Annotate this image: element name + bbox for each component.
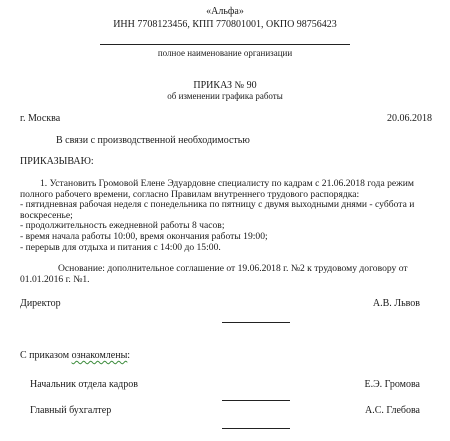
- order-date: 20.06.2018: [387, 113, 432, 124]
- accountant-name: А.С. Глебова: [365, 405, 420, 416]
- order-command: ПРИКАЗЫВАЮ:: [20, 156, 94, 167]
- order-basis: [20, 264, 436, 285]
- order-title: ПРИКАЗ № 90: [193, 80, 257, 91]
- item-line: - время начала работы 10:00, время окончания работы 19:00;: [20, 230, 268, 242]
- accountant-label: Главный бухгалтер: [30, 405, 112, 416]
- director-label: Директор: [20, 298, 61, 309]
- hr-label: Начальник отдела кадров: [30, 379, 138, 390]
- director-name: А.В. Львов: [372, 298, 420, 309]
- org-name: «Альфа»: [206, 6, 244, 17]
- item-line: - перерыв для отдыха и питания с 14:00 до 15:00.: [20, 241, 221, 253]
- basis-line: 01.01.2016 г. №1.: [20, 273, 90, 285]
- item-line: 1. Установить Громовой Елене Эдуардовне специалисту по кадрам с 21.06.2018 года режим: [40, 178, 414, 189]
- order-item-1: [20, 179, 436, 253]
- order-city: г. Москва: [20, 113, 61, 124]
- director-signature-line: [222, 322, 290, 323]
- hr-signature-line: [222, 400, 290, 401]
- accountant-signature-line: [222, 428, 290, 429]
- org-name-rule: [100, 44, 350, 45]
- ack-heading: [20, 350, 130, 362]
- hr-name: Е.Э. Громова: [364, 379, 420, 390]
- item-line: - пятидневная рабочая неделя с понедельника по пятницу с двумя выходными днями - суббота и: [20, 199, 415, 211]
- ack-suffix: :: [127, 350, 131, 361]
- org-ids: ИНН 7708123456, КПП 770801001, ОКПО 98756423: [113, 19, 337, 30]
- order-reason: В связи с производственной необходимостью: [56, 135, 250, 146]
- ack-prefix: С приказом: [20, 350, 72, 361]
- item-line: полного рабочего времени, согласно Правилам внутреннего трудового распорядка:: [20, 188, 360, 200]
- item-line: - продолжительность ежедневной работы 8 часов;: [20, 220, 225, 232]
- basis-line: Основание: дополнительное соглашение от 19.06.2018 г. №2 к трудовому договору от: [58, 263, 408, 274]
- ack-word: ознакомлены: [71, 350, 128, 361]
- order-subtitle: об изменении графика работы: [167, 91, 283, 101]
- org-caption: полное наименование организации: [157, 48, 293, 58]
- item-line: воскресенье;: [20, 209, 73, 221]
